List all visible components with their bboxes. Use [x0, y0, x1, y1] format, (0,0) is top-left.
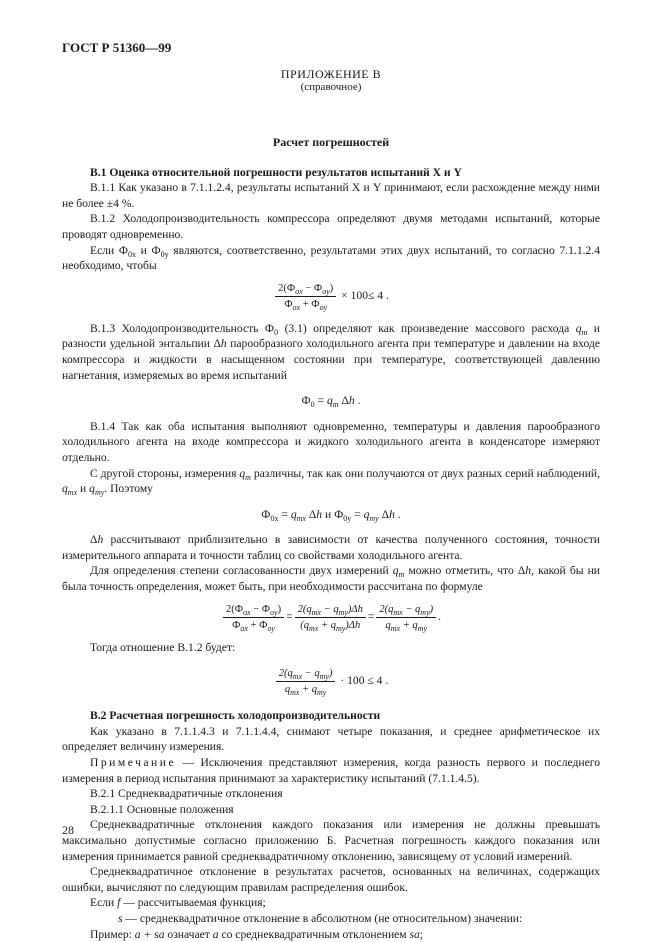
formula-4: $\frac{2(Ф_{ox} - Ф_{oy})}{Ф_{ox} + Ф_{oy}}$ = $\frac{2(q_{mx} - q_{my})\Delta h}{(q_{mx} + q_{my})\Delta h}$ = $\frac{2(q_{mx} - q_{my})}{q_{mx} + q_{my}}$ .: [62, 603, 600, 632]
formula-5: $\frac{2(q_{mx} - q_{my})}{q_{mx} + q_{my}}$ · 100 ≤ 4 .: [62, 667, 600, 696]
numerator: $2(Ф_{ox} - Ф_{oy})$: [223, 603, 284, 618]
formula-1: $\frac{2(Ф_{ox} - Ф_{oy})}{Ф_{ox} + Ф_{oy}}$ × 100≤ 4 .: [62, 282, 600, 311]
para-b2-2: В.2.1 Среднеквадратичные отклонения: [90, 787, 283, 801]
denominator: $(q_{mx} + q_{my})\Delta h$: [300, 619, 361, 633]
para-b1-4-cont: С другой стороны, измерения $q_m$ различны, так как они получаются от двух разных серий наблюдений, $q_{mx}$ и $q_{my}$. Поэтому: [62, 466, 601, 498]
para-b1-2: В.1.2 Холодопроизводительность компрессора определяют двумя методами испытаний, которые проводят одновременно.: [62, 212, 600, 241]
note: Примечание — Исключения представляют измерения, когда разность первого и последнего измерения в период испытания принимают за характеристику испытаний (7.1.1.4.5).: [62, 756, 600, 785]
appendix-title: ПРИЛОЖЕНИЕ В: [280, 67, 382, 81]
fraction: [275, 282, 336, 311]
page-content: [62, 68, 600, 942]
denominator: $Ф_{ox} + Ф_{oy}$: [232, 619, 275, 633]
fraction: [295, 603, 366, 632]
para-b1-3: В.1.3 Холодопроизводительность $Ф_0$ (3.1) определяют как произведение массового расхода $q_m$ и разности удельной энтальпии Δh парообразного холодильного агента при температуре и давлении на входе компрессора и жидкости в насыщенном состоянии при температуре, соответствующей давлению нагнетания, измеряемых во время испытаний: [62, 321, 600, 382]
para-b2-8: Пример: a + sa означает a со среднеквадратичным отклонением sa;: [90, 927, 424, 941]
fraction: [276, 667, 336, 696]
para-b1-consistency: Для определения степени согласованности двух измерений $q_m$ можно отметить, что Δh, какой бы ни была точность определения, может быть, при необходимости рассчитана по формуле: [62, 564, 601, 594]
numerator: $2(Ф_{ox} - Ф_{oy})$: [275, 282, 336, 297]
heading-b2: В.2 Расчетная погрешность холодопроизводительности: [90, 709, 381, 723]
heading-b1: В.1 Оценка относительной погрешности результатов испытаний X и Y: [90, 165, 462, 179]
note-label: Примечание: [90, 756, 177, 770]
para-b2-1: Как указано в 7.1.1.4.3 и 7.1.1.4.4, снимают четыре показания, и среднее арифметическое их определяет величину измерения.: [62, 724, 600, 754]
page-number: 28: [62, 823, 74, 837]
para-b2-5: Среднеквадратичное отклонение в результатах расчетов, основанных на величинах, содержащих ошибки, вычисляют по следующим правилам распределения ошибок.: [62, 865, 600, 894]
para-b2-3: В.2.1.1 Основные положения: [90, 802, 234, 816]
para-b1-2-cont: Если $Ф_{0x}$ и $Ф_{0y}$ являются, соответственно, результатами этих двух испытаний, то согласно 7.1.1.2.4 необходимо, чтобы: [62, 243, 601, 273]
para-b1-dh: Δh рассчитывают приблизительно в зависимости от качества полученного состояния, точности измерительного аппарата и точности таблиц со свойствами холодильного агента.: [62, 533, 600, 562]
document-code: ГОСТ Р 51360—99: [62, 40, 172, 55]
fraction: [376, 603, 436, 632]
numerator: $2(q_{mx} - q_{my})$: [276, 667, 336, 682]
formula-3: $Ф_{0x} = q_{mx}$ Δh и $Ф_{0y} = q_{my}$ Δh .: [261, 507, 401, 523]
numerator: $2(q_{mx} - q_{my})\Delta h$: [295, 603, 366, 618]
fraction: [223, 603, 284, 632]
denominator: $Ф_{ox} + Ф_{oy}$: [284, 298, 328, 312]
denominator: $q_{mx} + q_{my}$: [284, 684, 327, 698]
section-title: Расчет погрешностей: [272, 135, 390, 149]
para-b1-4: В.1.4 Так как оба испытания выполняют одновременно, температуры и давления парообразного холодильного агента на входе компрессора и жидкого холодильного агента в конденсаторе измеряют отдельно.: [62, 419, 600, 464]
para-b1-then: Тогда отношение В.1.2 будет:: [90, 640, 236, 654]
numerator: $2(q_{mx} - q_{my})$: [376, 603, 436, 618]
appendix-subtitle: (справочное): [300, 81, 362, 93]
para-b2-6: Если f — рассчитываемая функция;: [90, 896, 266, 910]
denominator: $q_{mx} + q_{my}$: [385, 619, 427, 633]
formula-2: $Ф_0 = q_m$ Δh .: [301, 394, 361, 410]
para-b2-7: s — среднеквадратичное отклонение в абсолютном (не относительном) значении:: [118, 911, 523, 925]
para-b2-4: Среднеквадратичные отклонения каждого показания или измерения не должны превышать максимально допустимые согласно приложению Б. Расчетная погрешность каждого показания или измерения принимается равной среднеквадратичному отклонению, зависящему от условий измерений.: [62, 818, 600, 863]
para-b1-1: В.1.1 Как указано в 7.1.1.2.4, результаты испытаний X и Y принимают, если расхождение между ними не более ±4 %.: [62, 181, 600, 210]
